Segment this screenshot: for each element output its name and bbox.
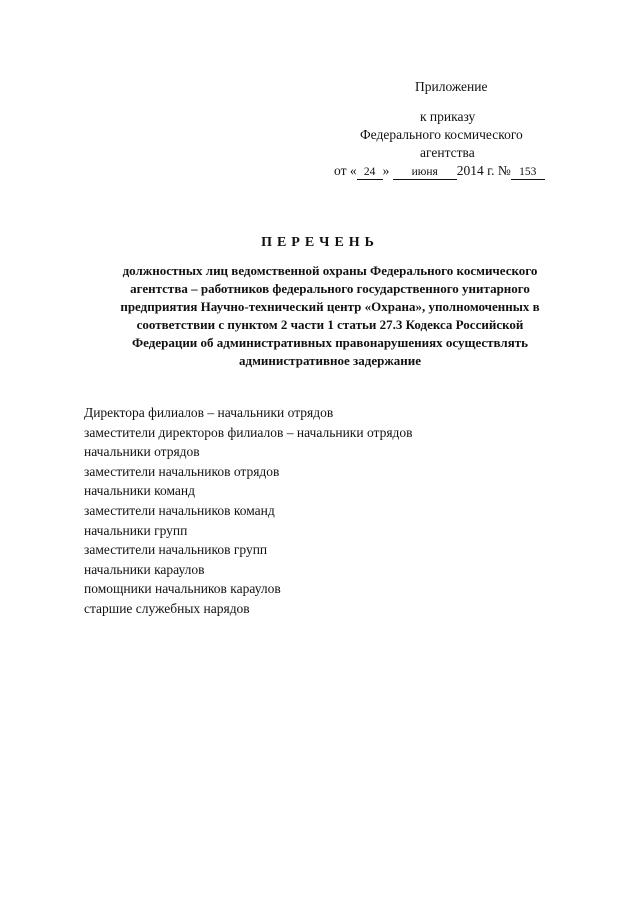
date-month: июня — [393, 165, 457, 180]
date-day: 24 — [357, 165, 383, 180]
positions-list — [84, 403, 413, 619]
position-item: заместители начальников групп — [84, 542, 268, 558]
position-item: заместители начальников команд — [84, 502, 275, 518]
subtitle-line: соответствии с пунктом 2 части 1 статьи 27.3 Кодекса Российской — [136, 317, 524, 332]
document-subtitle — [80, 262, 580, 370]
appendix-date-line — [334, 162, 545, 180]
position-item: начальники караулов — [84, 561, 205, 577]
appendix-title: Приложение — [415, 79, 488, 94]
subtitle-line: должностных лиц ведомственной охраны Федерального космического — [122, 263, 538, 278]
position-item: начальники команд — [84, 483, 195, 499]
appendix-order-line: к приказу — [420, 109, 476, 124]
subtitle-line: Федерации об административных правонарушениях осуществлять — [131, 335, 528, 350]
date-year: 2014 г. № — [456, 163, 511, 178]
position-item: Директора филиалов – начальники отрядов — [84, 405, 334, 420]
document-title: ПЕРЕЧЕНЬ — [261, 235, 379, 250]
subtitle-line: административное задержание — [239, 353, 421, 368]
position-item: начальники отрядов — [84, 444, 200, 460]
position-item: начальники групп — [84, 522, 188, 538]
position-item: помощники начальников караулов — [84, 581, 281, 597]
date-prefix: от « — [334, 163, 357, 178]
position-item: старшие служебных нарядов — [84, 600, 250, 616]
order-number: 153 — [511, 165, 545, 180]
date-separator: » — [382, 163, 390, 178]
appendix-agency-line1: Федерального космического — [360, 127, 523, 142]
appendix-agency-line2: агентства — [420, 145, 475, 160]
position-item: заместители начальников отрядов — [84, 463, 280, 479]
position-item: заместители директоров филиалов – начальники отрядов — [84, 424, 413, 440]
subtitle-line: агентства – работников федерального государственного унитарного — [130, 281, 530, 296]
subtitle-line: предприятия Научно-технический центр «Охрана», уполномоченных в — [120, 299, 540, 314]
